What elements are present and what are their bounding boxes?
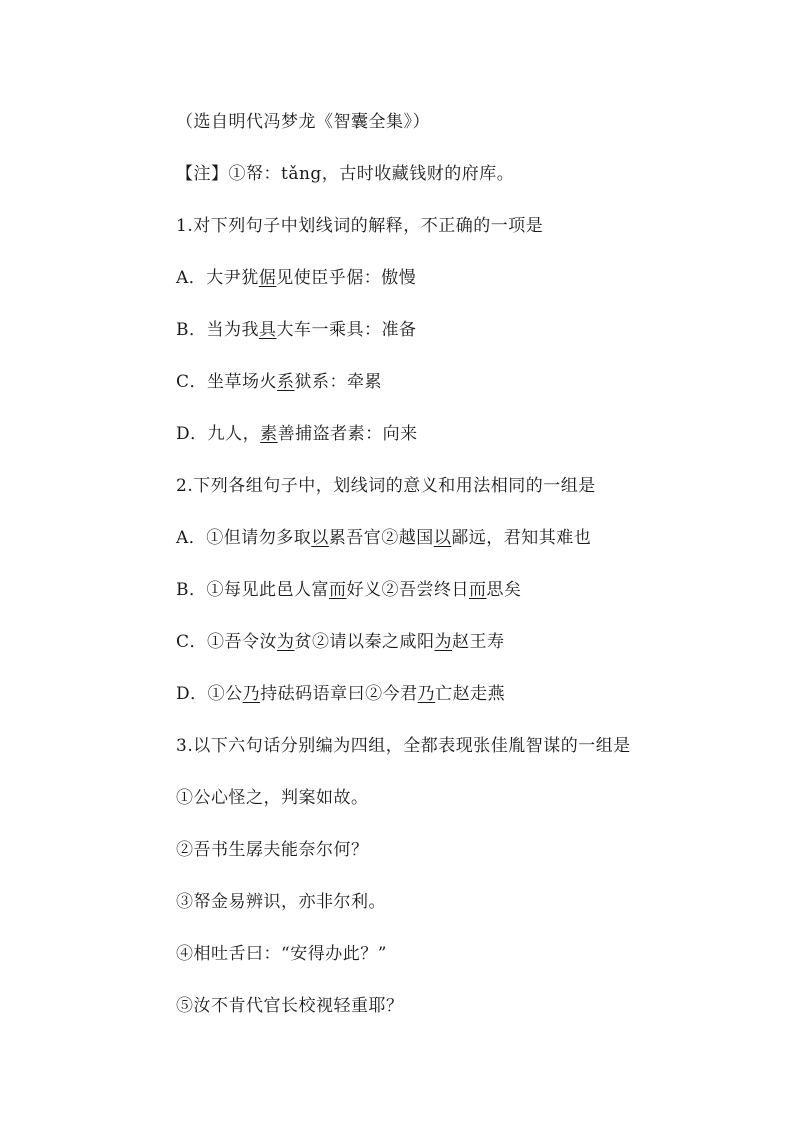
question-3-sentence-3: ③帑金易辨识，亦非尔利。 <box>176 892 386 912</box>
underlined-word: 而 <box>329 580 347 600</box>
underlined-word: 为 <box>434 632 453 652</box>
underlined-word: 为 <box>277 632 295 652</box>
question-1-stem: 1.对下列句子中划线词的解释，不正确的一项是 <box>176 216 544 236</box>
question-2-option-a: A．①但请勿多取以累吾官②越国以鄙远，君知其难也 <box>176 528 592 548</box>
question-1-option-c: C．坐草场火系狱系：牵累 <box>176 372 383 392</box>
question-3-sentence-2: ②吾书生孱夫能奈尔何？ <box>176 840 369 860</box>
annotation-note: 【注】①帑：tǎng，古时收藏钱财的府库。 <box>176 164 515 184</box>
underlined-word: 以 <box>433 528 452 548</box>
question-2-option-c: C．①吾令汝为贫②请以秦之咸阳为赵王寿 <box>176 632 505 652</box>
question-1-option-a: A．大尹犹倨见使臣乎倨：傲慢 <box>176 268 417 288</box>
underlined-word: 倨 <box>258 268 277 288</box>
question-3-sentence-4: ④相吐舌曰：“安得办此？” <box>176 944 387 964</box>
question-1-option-d: D．九人，素善捕盗者素：向来 <box>176 424 418 444</box>
underlined-word: 以 <box>311 528 329 548</box>
question-2-option-d: D．①公乃持砝码语章曰②今君乃亡赵走燕 <box>176 684 506 704</box>
source-citation: （选自明代冯梦龙《智囊全集》） <box>176 112 430 132</box>
underlined-word: 而 <box>469 580 487 600</box>
question-3-sentence-5: ⑤汝不肯代官长校视轻重耶？ <box>176 996 404 1016</box>
underlined-word: 系 <box>277 372 295 392</box>
underlined-word: 具 <box>259 320 277 340</box>
question-2-stem: 2.下列各组句子中，划线词的意义和用法相同的一组是 <box>176 476 596 496</box>
question-3-stem: 3.以下六句话分别编为四组，全都表现张佳胤智谋的一组是 <box>176 736 631 756</box>
underlined-word: 素 <box>260 424 278 444</box>
question-2-option-b: B．①每见此邑人富而好义②吾尝终日而思矣 <box>176 580 522 600</box>
underlined-word: 乃 <box>242 684 261 704</box>
underlined-word: 乃 <box>417 684 436 704</box>
question-3-sentence-1: ①公心怪之，判案如故。 <box>176 788 369 808</box>
question-1-option-b: B．当为我具大车一乘具：准备 <box>176 320 417 340</box>
